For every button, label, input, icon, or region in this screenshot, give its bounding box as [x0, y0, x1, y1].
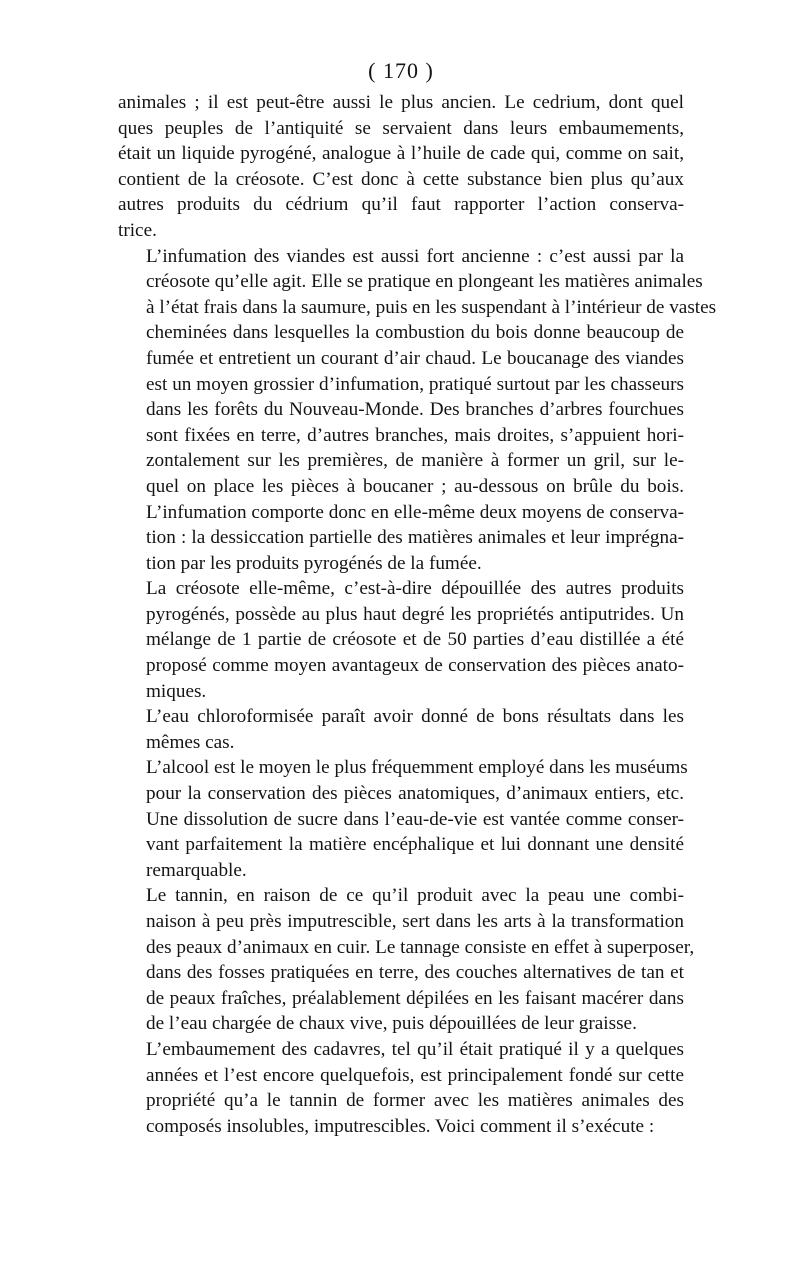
text-line: de peaux fraîches, préalablement dépilées en les faisant macérer dans — [146, 987, 684, 1009]
text-line: cheminées dans lesquelles la combustion du bois donne beaucoup de — [146, 322, 684, 344]
text-line: miques. — [146, 680, 207, 702]
text-line: tion : la dessiccation partielle des matières animales et leur imprégna- — [146, 527, 684, 549]
text-line: ques peuples de l’antiquité se servaient dans leurs embaumements, — [118, 117, 684, 139]
paragraph-cedrium — [118, 90, 684, 244]
text-line: zontalement sur les premières, de manière à former un gril, sur le- — [146, 450, 684, 472]
text-line: L’infumation comporte donc en elle-même deux moyens de conserva- — [146, 501, 684, 523]
text-line: L’eau chloroformisée paraît avoir donné de bons résultats dans les — [146, 706, 684, 728]
text-line: quel on place les pièces à boucaner ; au-dessous on brûle du bois. — [146, 475, 684, 497]
text-line: trice. — [118, 219, 157, 241]
paragraph-embaumement — [118, 1037, 684, 1139]
text-line: L’alcool est le moyen le plus fréquemment employé dans les muséums — [146, 757, 688, 779]
text-line: est un moyen grossier d’infumation, pratiqué surtout par les chasseurs — [146, 373, 684, 395]
text-line: pour la conservation des pièces anatomiques, d’animaux entiers, etc. — [146, 783, 684, 805]
text-line: La créosote elle-même, c’est-à-dire dépouillée des autres produits — [146, 578, 684, 600]
paragraph-eau-chloroformisee — [118, 704, 684, 755]
text-line: propriété qu’a le tannin de former avec les matières animales des — [146, 1090, 684, 1112]
text-line: fumée et entretient un courant d’air chaud. Le boucanage des viandes — [146, 347, 684, 369]
paragraph-infumation — [118, 244, 717, 577]
text-line: Le tannin, en raison de ce qu’il produit avec la peau une combi- — [146, 885, 684, 907]
text-line: naison à peu près imputrescible, sert dans les arts à la transformation — [146, 911, 684, 932]
text-line: dans des fosses pratiquées en terre, des couches alternatives de tan et — [146, 962, 684, 984]
text-line: L’embaumement des cadavres, tel qu’il était pratiqué il y a quelques — [146, 1038, 684, 1060]
paragraph-tannin — [118, 883, 695, 1037]
text-line: créosote qu’elle agit. Elle se pratique en plongeant les matières animales — [146, 271, 703, 293]
text-line: mêmes cas. — [146, 731, 235, 753]
text-line: de l’eau chargée de chaux vive, puis dépouillées de leur graisse. — [146, 1013, 637, 1035]
text-line: pyrogénés, possède au plus haut degré les propriétés antiputrides. Un — [146, 603, 684, 625]
text-line: L’infumation des viandes est aussi fort ancienne : c’est aussi par la — [146, 245, 684, 267]
text-line: animales ; il est peut-être aussi le plus ancien. Le cedrium, dont quel — [118, 92, 684, 113]
paragraph-creosote — [118, 576, 684, 704]
text-line: était un liquide pyrogéné, analogue à l’huile de cade qui, comme on sait, — [118, 143, 684, 165]
paragraph-alcool — [118, 755, 688, 883]
text-line: remarquable. — [146, 859, 247, 881]
page-number: ( 170 ) — [368, 58, 434, 83]
text-line: proposé comme moyen avantageux de conservation des pièces anato- — [146, 655, 684, 677]
text-line: mélange de 1 partie de créosote et de 50 parties d’eau distillée a été — [146, 629, 684, 651]
text-line: dans les forêts du Nouveau-Monde. Des branches d’arbres fourchues — [146, 399, 684, 421]
text-line: années et l’est encore quelquefois, est principalement fondé sur cette — [146, 1064, 684, 1086]
text-line: tion par les produits pyrogénés de la fumée. — [146, 552, 482, 574]
text-line: contient de la créosote. C’est donc à cette substance bien plus qu’aux — [118, 168, 684, 190]
text-line: à l’état frais dans la saumure, puis en les suspendant à l’intérieur de vastes — [146, 296, 717, 318]
text-line: Une dissolution de sucre dans l’eau-de-vie est vantée comme conser- — [146, 808, 684, 830]
text-line: autres produits du cédrium qu’il faut rapporter l’action conserva- — [118, 194, 684, 216]
text-line: composés insolubles, imputrescibles. Voici comment il s’exécute : — [146, 1115, 655, 1137]
document-page — [118, 58, 717, 1139]
text-line: vant parfaitement la matière encéphalique et lui donnant une densité — [146, 834, 684, 856]
text-line: des peaux d’animaux en cuir. Le tannage consiste en effet à superposer, — [146, 936, 695, 958]
text-line: sont fixées en terre, d’autres branches, mais droites, s’appuient hori- — [146, 424, 684, 446]
